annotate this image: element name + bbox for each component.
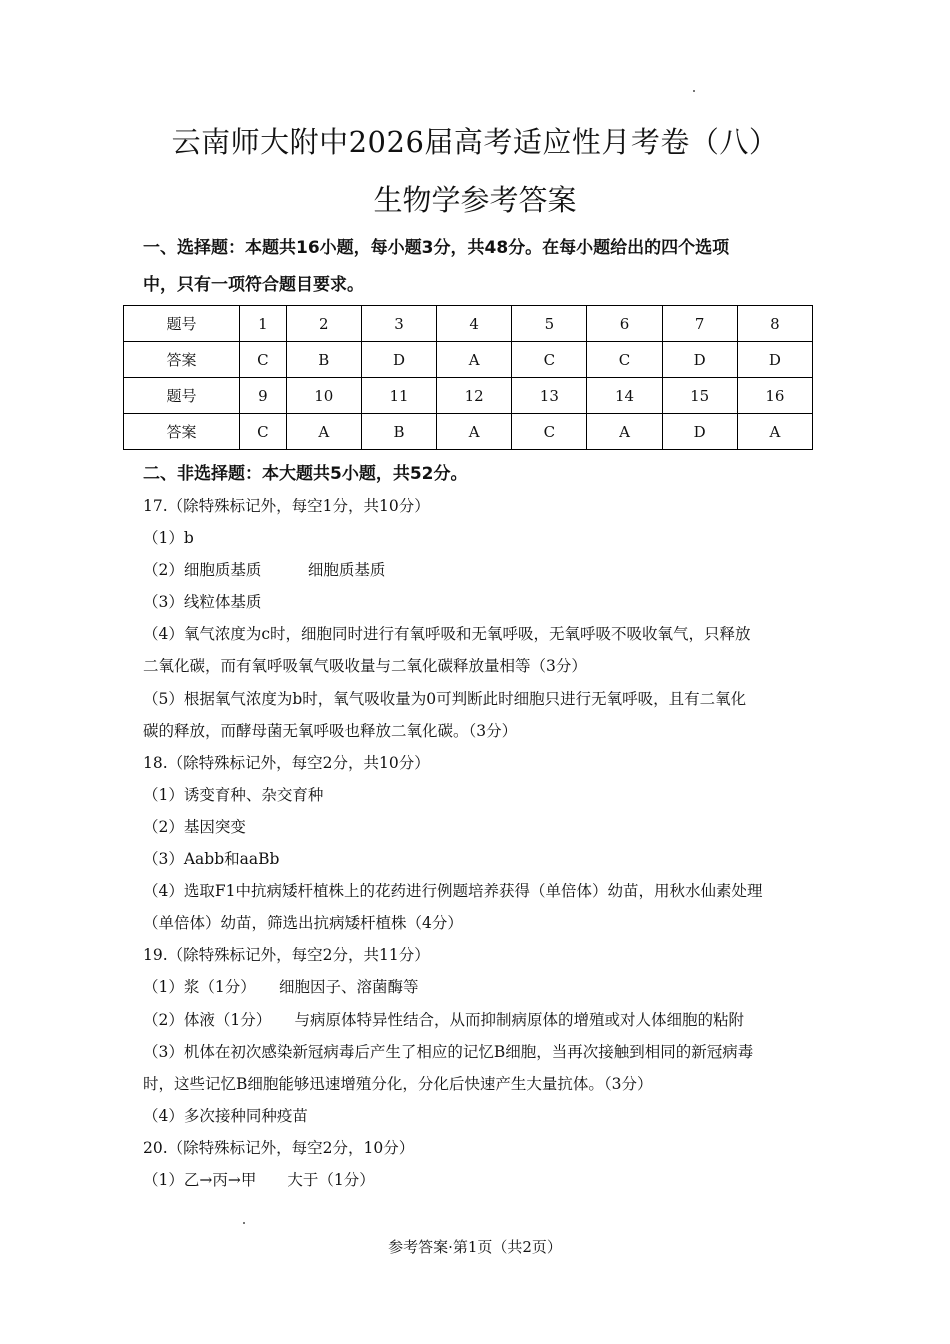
table-cell: 14 <box>587 378 662 414</box>
table-row <box>124 414 813 450</box>
table-cell: A <box>587 414 662 450</box>
table-cell: A <box>437 342 512 378</box>
text-line: （1）浆（1分） 细胞因子、溶菌酶等 <box>143 978 419 996</box>
text-line: （4）氧气浓度为c时，细胞同时进行有氧呼吸和无氧呼吸，无氧呼吸不吸收氧气，只释放 <box>143 625 751 643</box>
text-line: （2）体液（1分） 与病原体特异性结合，从而抑制病原体的增殖或对人体细胞的粘附 <box>143 1011 744 1029</box>
table-cell: C <box>512 342 587 378</box>
text-line: （4）多次接种同种疫苗 <box>143 1107 308 1125</box>
text-line: 17.（除特殊标记外，每空1分，共10分） <box>143 497 430 515</box>
page-footer: 参考答案·第1页（共2页） <box>388 1238 562 1256</box>
text-line: 二氧化碳，而有氧呼吸氧气吸收量与二氧化碳释放量相等（3分） <box>143 657 587 675</box>
text-line: 时，这些记忆B细胞能够迅速增殖分化，分化后快速产生大量抗体。（3分） <box>143 1075 653 1093</box>
section1-heading-line1: 一、选择题：本题共16小题，每小题3分，共48分。在每小题给出的四个选项 <box>143 238 730 258</box>
table-cell: 5 <box>512 306 587 342</box>
answer-table <box>123 305 813 450</box>
table-header-cell: 答案 <box>124 342 240 378</box>
section1-heading-line2: 中，只有一项符合题目要求。 <box>143 275 364 295</box>
table-cell: D <box>662 414 737 450</box>
table-cell: 4 <box>437 306 512 342</box>
table-cell: C <box>240 414 287 450</box>
table-cell: A <box>286 414 361 450</box>
text-line: （3）线粒体基质 <box>143 593 262 611</box>
table-header-cell: 答案 <box>124 414 240 450</box>
table-cell: C <box>587 342 662 378</box>
table-cell: 13 <box>512 378 587 414</box>
decorative-dot <box>693 90 695 92</box>
table-cell: A <box>737 414 812 450</box>
text-line: （3）机体在初次感染新冠病毒后产生了相应的记忆B细胞，当再次接触到相同的新冠病毒 <box>143 1043 754 1061</box>
table-cell: A <box>437 414 512 450</box>
text-line: 19.（除特殊标记外，每空2分，共11分） <box>143 946 430 964</box>
table-cell: C <box>512 414 587 450</box>
table-cell: 8 <box>737 306 812 342</box>
table-row <box>124 306 813 342</box>
table-cell: D <box>361 342 436 378</box>
section2-heading: 二、非选择题：本大题共5小题，共52分。 <box>143 464 468 484</box>
table-header-cell: 题号 <box>124 378 240 414</box>
text-line: 碳的释放，而酵母菌无氧呼吸也释放二氧化碳。（3分） <box>143 722 518 740</box>
table-cell: 9 <box>240 378 287 414</box>
table-cell: D <box>662 342 737 378</box>
table-cell: 10 <box>286 378 361 414</box>
table-cell: D <box>737 342 812 378</box>
text-line: 18.（除特殊标记外，每空2分，共10分） <box>143 754 430 772</box>
table-row <box>124 378 813 414</box>
table-cell: B <box>286 342 361 378</box>
table-cell: 11 <box>361 378 436 414</box>
page-title: 云南师大附中2026届高考适应性月考卷（八） <box>171 125 779 159</box>
decorative-dot <box>243 1222 245 1224</box>
table-row <box>124 342 813 378</box>
text-line: （2）细胞质基质 细胞质基质 <box>143 561 386 579</box>
table-cell: B <box>361 414 436 450</box>
table-header-cell: 题号 <box>124 306 240 342</box>
table-cell: 12 <box>437 378 512 414</box>
text-line: （1）诱变育种、杂交育种 <box>143 786 324 804</box>
text-line: （3）Aabb和aaBb <box>143 850 280 868</box>
text-line: （2）基因突变 <box>143 818 246 836</box>
table-cell: 7 <box>662 306 737 342</box>
text-line: （1）b <box>143 529 194 547</box>
table-cell: 15 <box>662 378 737 414</box>
table-cell: 1 <box>240 306 287 342</box>
text-line: （1）乙→丙→甲 大于（1分） <box>143 1171 375 1189</box>
text-line: （单倍体）幼苗，筛选出抗病矮杆植株（4分） <box>143 914 463 932</box>
table-cell: 3 <box>361 306 436 342</box>
table-cell: C <box>240 342 287 378</box>
text-line: （4）选取F1中抗病矮杆植株上的花药进行例题培养获得（单倍体）幼苗，用秋水仙素处理 <box>143 882 763 900</box>
text-line: 20.（除特殊标记外，每空2分，10分） <box>143 1139 415 1157</box>
table-cell: 2 <box>286 306 361 342</box>
table-cell: 6 <box>587 306 662 342</box>
table-cell: 16 <box>737 378 812 414</box>
page-subtitle: 生物学参考答案 <box>373 183 577 217</box>
text-line: （5）根据氧气浓度为b时，氧气吸收量为0可判断此时细胞只进行无氧呼吸，且有二氧化 <box>143 690 747 708</box>
